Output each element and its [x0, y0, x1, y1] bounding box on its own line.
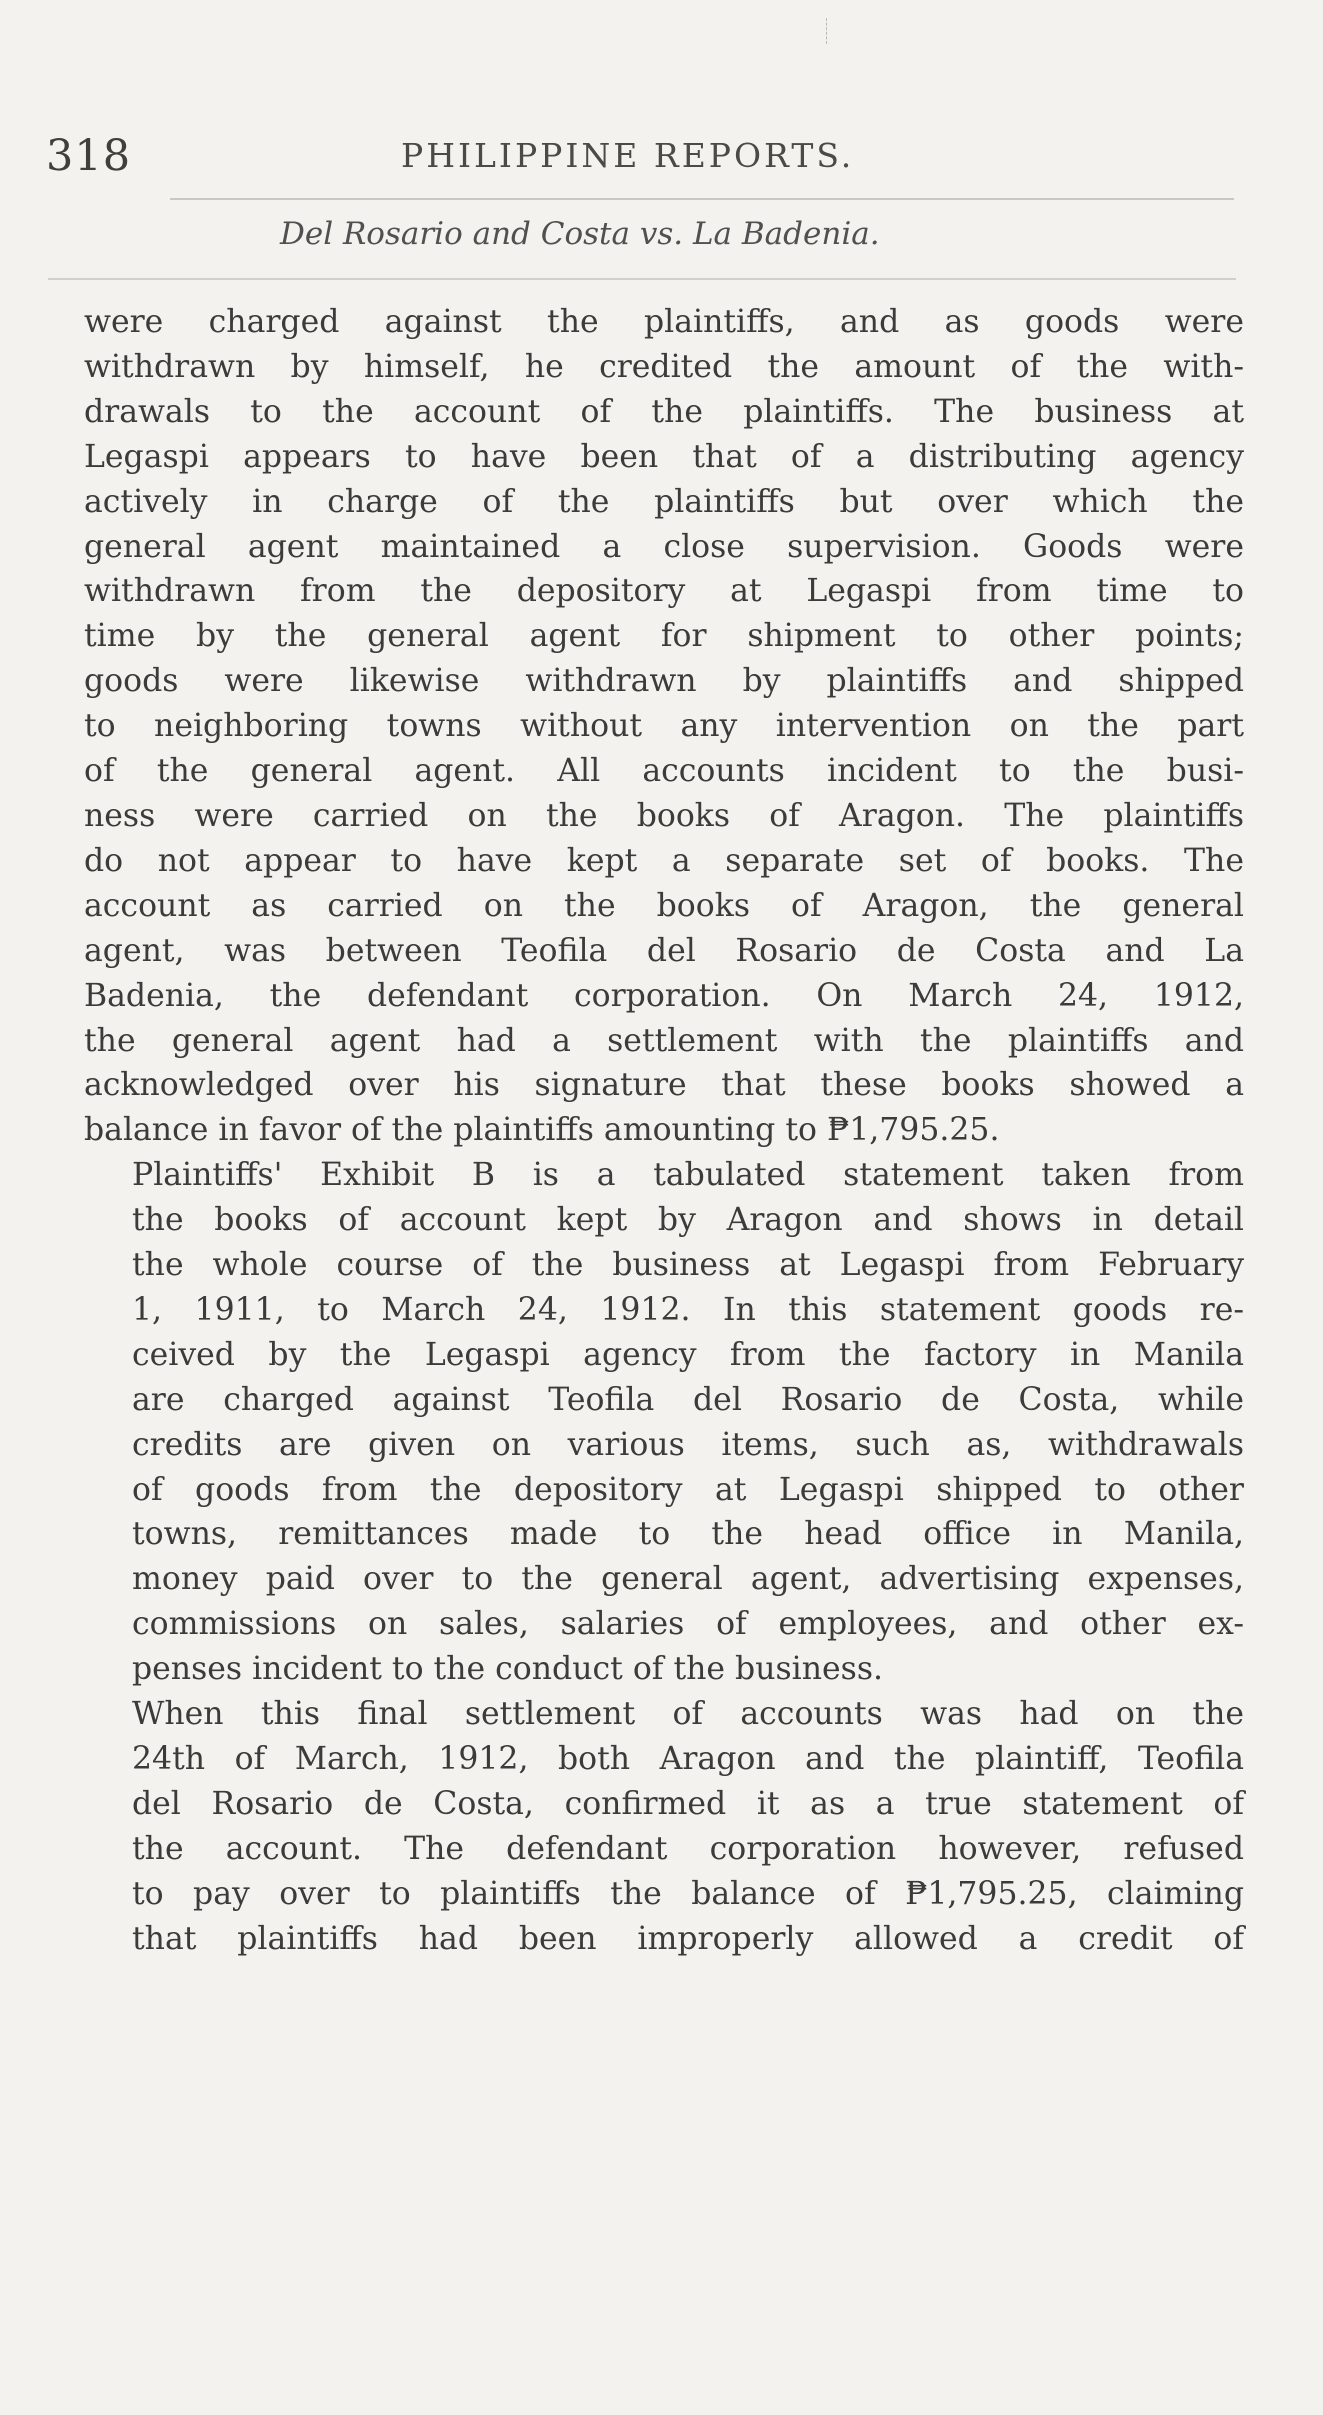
text-line: drawals to the account of the plaintiffs. The business at	[84, 393, 1244, 430]
text-line: do not appear to have kept a separate set of books. The	[84, 842, 1244, 879]
text-line: credits are given on various items, such as, withdrawals	[132, 1426, 1244, 1463]
text-line: are charged against Teofila del Rosario de Costa, while	[132, 1381, 1244, 1418]
case-title: Del Rosario and Costa vs. La Badenia.	[280, 216, 880, 252]
text-line: When this final settlement of accounts was had on the	[132, 1696, 1244, 1733]
text-line: 24th of March, 1912, both Aragon and the plaintiff, Teofila	[132, 1741, 1244, 1777]
text-line: Badenia, the defendant corporation. On March 24, 1912,	[84, 977, 1244, 1014]
page-number: 318	[46, 131, 132, 181]
text-line: Legaspi appears to have been that of a distributing agency	[84, 438, 1244, 475]
text-line: commissions on sales, salaries of employees, and other ex-	[132, 1606, 1244, 1643]
text-line: agent, was between Teofila del Rosario de Costa and La	[84, 932, 1244, 969]
text-line: del Rosario de Costa, confirmed it as a true statement of	[132, 1785, 1244, 1822]
running-title: PHILIPPINE REPORTS.	[401, 136, 855, 175]
text-line: money paid over to the general agent, advertising expenses,	[132, 1561, 1244, 1598]
text-line: the account. The defendant corporation however, refused	[132, 1830, 1244, 1867]
text-line: time by the general agent for shipment to other points;	[84, 618, 1244, 655]
paragraph-1	[84, 300, 1244, 1153]
text-line: the books of account kept by Aragon and shows in detail	[132, 1202, 1244, 1239]
case-title-rule	[48, 278, 1236, 280]
text-line: balance in favor of the plaintiffs amounting to ₱1,795.25.	[84, 1112, 1000, 1149]
paragraph-2	[84, 1153, 1244, 1692]
text-line: account as carried on the books of Aragon, the general	[84, 887, 1244, 924]
body-text	[84, 300, 1244, 1962]
text-line: 1, 1911, to March 24, 1912. In this statement goods re-	[132, 1291, 1244, 1328]
text-line: general agent maintained a close supervision. Goods were	[84, 528, 1244, 565]
text-line: towns, remittances made to the head office in Manila,	[132, 1516, 1244, 1553]
text-line: acknowledged over his signature that these books showed a	[84, 1067, 1244, 1104]
text-line: to pay over to plaintiffs the balance of ₱1,795.25, claiming	[132, 1875, 1244, 1912]
text-line: were charged against the plaintiffs, and as goods were	[84, 304, 1244, 340]
page-header	[46, 128, 1236, 188]
text-line: actively in charge of the plaintiffs but over which the	[84, 483, 1244, 520]
text-line: of goods from the depository at Legaspi shipped to other	[132, 1471, 1244, 1508]
text-line: Plaintiffs' Exhibit B is a tabulated statement taken from	[132, 1157, 1244, 1194]
text-line: the whole course of the business at Legaspi from February	[132, 1247, 1244, 1284]
header-rule	[170, 198, 1234, 200]
text-line: ceived by the Legaspi agency from the factory in Manila	[132, 1336, 1244, 1373]
text-line: ness were carried on the books of Aragon. The plaintiffs	[84, 797, 1244, 834]
scan-artifact-mark	[826, 18, 827, 44]
text-line: withdrawn by himself, he credited the amount of the with-	[84, 348, 1244, 385]
text-line: the general agent had a settlement with the plaintiffs and	[84, 1022, 1244, 1059]
text-line: penses incident to the conduct of the business.	[132, 1651, 884, 1688]
text-line: to neighboring towns without any intervention on the part	[84, 708, 1244, 745]
paragraph-3	[84, 1692, 1244, 1961]
text-line: goods were likewise withdrawn by plaintiffs and shipped	[84, 663, 1244, 700]
text-line: of the general agent. All accounts incident to the busi-	[84, 753, 1244, 790]
text-line: that plaintiffs had been improperly allowed a credit of	[132, 1920, 1244, 1957]
text-line: withdrawn from the depository at Legaspi from time to	[84, 573, 1244, 610]
